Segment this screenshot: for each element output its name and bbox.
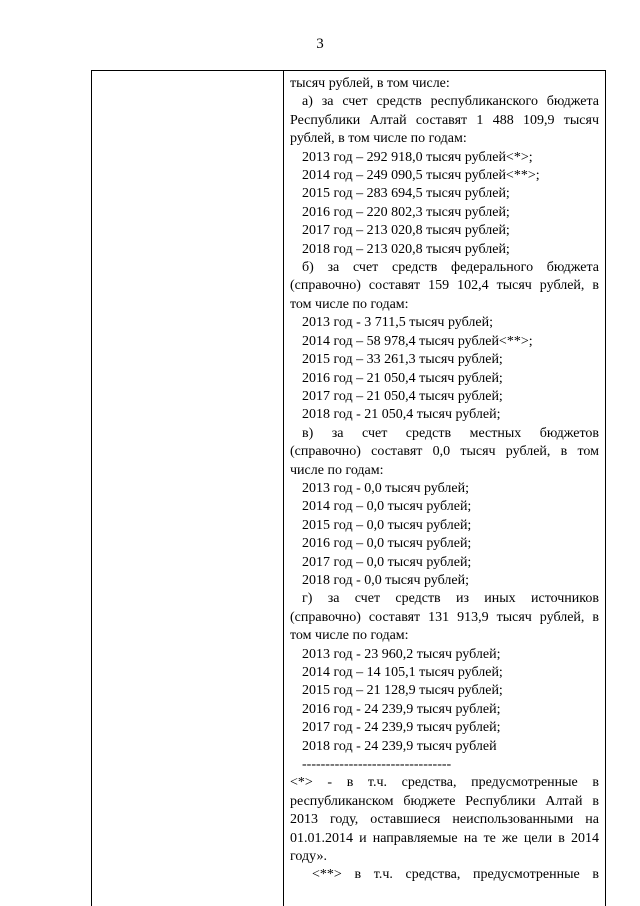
text-line: <**> в т.ч. средства, предусмотренные в — [312, 867, 599, 883]
text-line: году». — [290, 849, 327, 865]
text-line: 2016 год – 21 050,4 тысяч рублей; — [302, 370, 503, 386]
text-line: том числе по годам: — [290, 628, 409, 644]
text-line: 2017 год - 24 239,9 тысяч рублей; — [302, 720, 501, 736]
text-line: рублей, в том числе по годам: — [290, 131, 467, 147]
text-line: а) за счет средств республиканского бюджета — [302, 94, 599, 110]
text-line: 2015 год – 21 128,9 тысяч рублей; — [302, 683, 503, 699]
text-line: 2014 год – 0,0 тысяч рублей; — [302, 499, 472, 515]
text-line: 2015 год – 283 694,5 тысяч рублей; — [302, 186, 510, 202]
text-line: 2016 год – 220 802,3 тысяч рублей; — [302, 204, 510, 220]
text-line: 2015 год – 33 261,3 тысяч рублей; — [302, 352, 503, 368]
program-table — [91, 70, 606, 906]
text-line: б) за счет средств федерального бюджета — [302, 260, 599, 276]
text-line: 2018 год - 21 050,4 тысяч рублей; — [302, 407, 501, 423]
text-line: 2013 год - 0,0 тысяч рублей; — [302, 480, 469, 496]
text-line: том числе по годам: — [290, 296, 409, 312]
text-line: г) за счет средств из иных источников — [302, 591, 599, 607]
text-line: (справочно) составят 159 102,4 тысяч рублей, в — [290, 278, 599, 294]
text-line: 2013 году, оставшиеся неиспользованными на — [290, 812, 599, 828]
text-line: Республики Алтай составят 1 488 109,9 тысяч — [290, 112, 599, 128]
text-line: 2014 год – 249 090,5 тысяч рублей<**>; — [302, 168, 540, 184]
text-line: числе по годам: — [290, 462, 384, 478]
text-line: 2014 год – 58 978,4 тысяч рублей<**>; — [302, 333, 533, 349]
text-line: <*> - в т.ч. средства, предусмотренные в — [290, 775, 599, 791]
table-right-cell — [284, 71, 605, 885]
text-line: 2015 год – 0,0 тысяч рублей; — [302, 517, 472, 533]
text-line: 2016 год - 24 239,9 тысяч рублей; — [302, 701, 501, 717]
text-line: 2014 год – 14 105,1 тысяч рублей; — [302, 665, 503, 680]
text-line: 2016 год – 0,0 тысяч рублей; — [302, 536, 472, 552]
text-line: 2013 год - 3 711,5 тысяч рублей; — [302, 315, 493, 331]
text-line: тысяч рублей, в том числе: — [290, 76, 450, 91]
text-line: 2013 год – 292 918,0 тысяч рублей<*>; — [302, 149, 533, 165]
table-left-cell — [92, 71, 284, 906]
text-line: 2017 год – 213 020,8 тысяч рублей; — [302, 223, 510, 239]
text-line: 2018 год – 213 020,8 тысяч рублей; — [302, 241, 510, 257]
text-line: 2013 год - 23 960,2 тысяч рублей; — [302, 646, 501, 662]
text-line: 01.01.2014 и направляемые на те же цели в 2014 — [290, 830, 599, 846]
text-line: республиканском бюджете Республики Алтай в — [290, 793, 599, 809]
text-line: в) за счет средств местных бюджетов — [302, 425, 599, 441]
text-line: 2017 год – 0,0 тысяч рублей; — [302, 554, 472, 570]
text-line: 2018 год - 0,0 тысяч рублей; — [302, 572, 469, 588]
text-line: 2017 год – 21 050,4 тысяч рублей; — [302, 388, 503, 404]
text-line: (справочно) составят 0,0 тысяч рублей, в том — [290, 444, 599, 460]
text-line: 2018 год - 24 239,9 тысяч рублей — [302, 738, 497, 754]
text-line: (справочно) составят 131 913,9 тысяч рублей, в — [290, 609, 599, 625]
text-line: -------------------------------- — [302, 757, 452, 773]
page-number: 3 — [316, 36, 324, 52]
